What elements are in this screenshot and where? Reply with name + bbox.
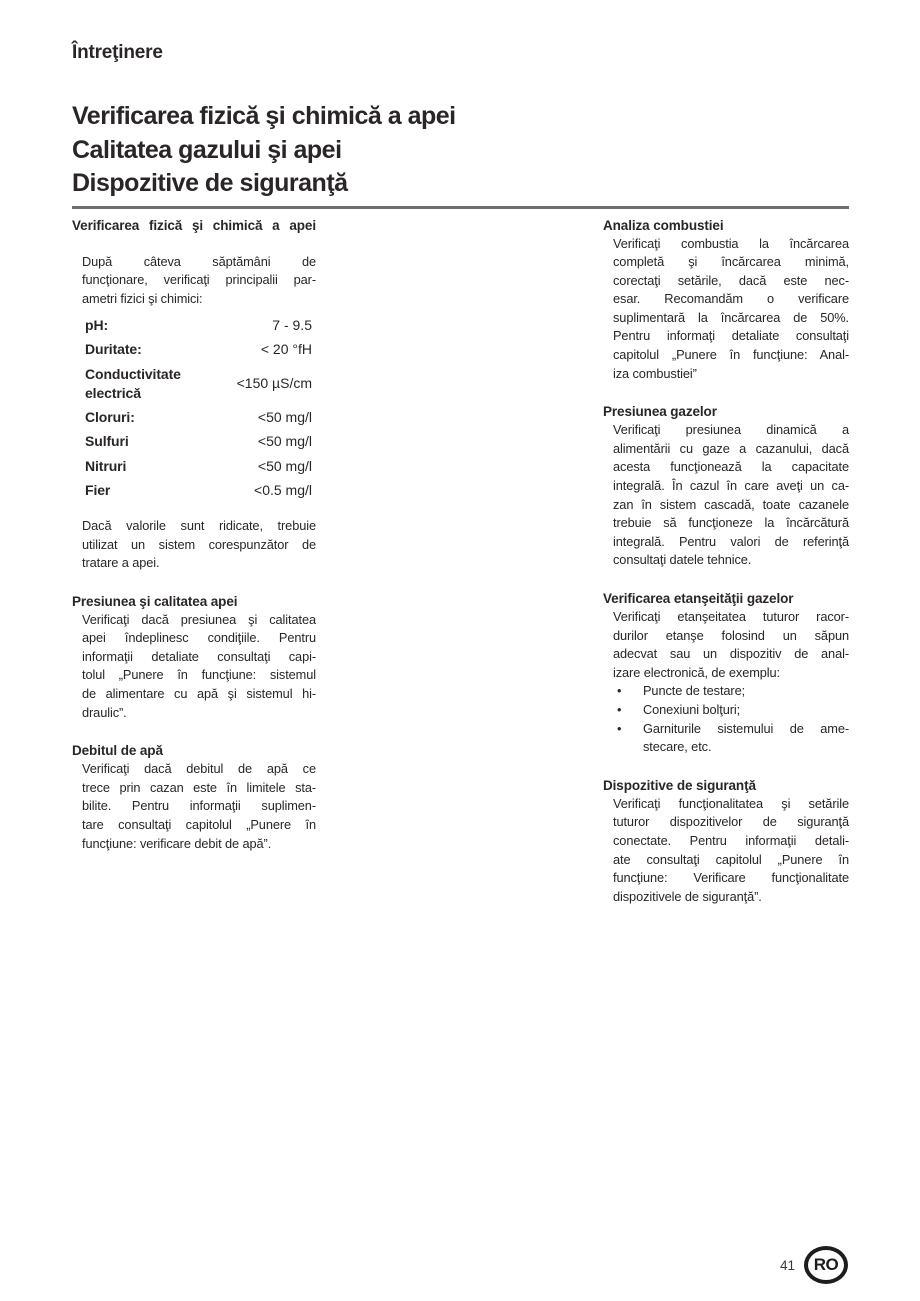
list-item [613, 682, 849, 701]
page-title-line-2: Calitatea gazului şi apei [72, 135, 342, 164]
parameter-label: Sulfuri [85, 433, 129, 450]
parameter-value: <50 mg/l [257, 457, 312, 474]
left-column-body [72, 253, 316, 309]
parameter-label: Nitruri [85, 457, 127, 474]
list-item-text: Garniturile sistemului de ame- stecare, etc. [643, 720, 849, 755]
list-item [613, 701, 849, 720]
section-gas-tightness [603, 589, 849, 757]
page-footer [780, 1246, 848, 1284]
section-safety-devices [603, 776, 849, 907]
bullet-list [613, 682, 849, 756]
list-item [613, 720, 849, 757]
list-item-text: Conexiuni bolţuri; [643, 701, 741, 717]
section-gas-pressure [603, 402, 849, 570]
parameter-label: Conductivitate electrică [85, 365, 181, 401]
section-paragraph: Verificaţi dacă presiunea şi calitatea apei îndeplinesc condiţiile. Pentru informaţii detaliate consultaţi capi- tolul „Punere în funcţiune: sistemul de alimentare cu apă şi sistemul hi- draulic”. [82, 611, 316, 720]
section-paragraph: Verificaţi dacă debitul de apă ce trece prin cazan este în limitele sta- bilite. Pentru informaţii suplimen- tare consultaţi capitolul „Punere în funcţiune: verificare debit de apă”. [82, 761, 316, 851]
left-column [72, 209, 316, 854]
page-title-line-1: Verificarea fizică şi chimică a apei [72, 102, 456, 130]
table-row [72, 454, 316, 478]
section-heading: Presiunea şi calitatea apei [72, 593, 238, 609]
page-number: 41 [779, 1257, 795, 1273]
table-row [72, 338, 316, 362]
parameter-label: pH: [85, 316, 109, 333]
parameter-value: <0.5 mg/l [254, 482, 312, 499]
section-kicker: Întreţinere [72, 42, 163, 63]
section-combustion-analysis [603, 216, 849, 384]
list-item-text: Puncte de testare; [643, 683, 746, 699]
bullet-icon: • [617, 701, 622, 717]
section-paragraph: Verificaţi etanşeitatea tuturor racor- durilor etanşe folosind un săpun adecvat sau un dispozitiv de anal- izare electronică, de exemplu: [613, 609, 849, 680]
parameter-value: < 20 °fH [260, 341, 312, 358]
section-paragraph: Verificaţi combustia la încărcarea completă şi încărcarea minimă, corectaţi setările, dacă este nec- esar. Recomandăm o verificare suplimentară la încărcarea de 50%. Pentru informaţi detaliate consultaţi capitolul „Punere în funcţiune: Anal- iza combustiei” [613, 235, 849, 381]
table-row [72, 313, 316, 337]
page-title-line-3: Dispozitive de siguranţă [72, 169, 348, 197]
page-content [72, 40, 849, 906]
section-heading: Dispozitive de siguranţă [603, 777, 756, 793]
section-paragraph: Verificaţi presiunea dinamică a alimentării cu gaze a cazanului, dacă acesta funcţionează la capacitate integrală. În cazul în care aveţi un ca- zan în sistem cascadă, toate cazanele trebuie să funcţioneze la încărcătură integrală. Pentru valori de referinţă consultaţi datele tehnice. [613, 422, 849, 568]
parameter-value: <50 mg/l [257, 433, 312, 450]
intro-paragraph: După câteva săptămâni de funcţionare, verificaţi principalii par- ametri fizici şi chimici: [82, 253, 316, 306]
column-heading-water-check: Verificarea fizică şi chimică a apei [72, 217, 316, 233]
page-title [72, 100, 849, 201]
table-row [72, 362, 316, 405]
parameter-value: <150 µS/cm [236, 375, 312, 392]
two-column-layout [72, 209, 849, 907]
section-heading: Debitul de apă [72, 743, 163, 759]
bullet-icon: • [617, 720, 622, 736]
bullet-icon: • [617, 683, 622, 699]
ro-language-badge: RO [804, 1246, 848, 1284]
parameter-label: Duritate: [85, 341, 142, 358]
water-parameters-table [72, 313, 316, 503]
section-heading: Analiza combustiei [603, 217, 724, 233]
section-water-flow [72, 741, 316, 853]
parameter-label: Cloruri: [85, 409, 135, 426]
parameter-value: 7 - 9.5 [272, 316, 312, 333]
table-row [72, 405, 316, 429]
parameter-value: <50 mg/l [257, 409, 312, 426]
section-water-pressure-quality [72, 592, 316, 723]
left-column-note-wrap [72, 517, 316, 573]
right-column [603, 209, 849, 907]
table-row [72, 430, 316, 454]
section-heading: Presiunea gazelor [603, 404, 717, 420]
table-row [72, 479, 316, 503]
parameter-label: Fier [85, 482, 111, 499]
note-paragraph: Dacă valorile sunt ridicate, trebuie utilizat un sistem corespunzător de tratare a apei. [82, 517, 316, 571]
section-paragraph: Verificaţi funcţionalitatea şi setările tuturor dispozitivelor de siguranţă conectate. Pentru informaţii detali- ate consultaţi capitolul „Punere în funcţiune: Verificare funcţionalitate dispozitivele de siguranţă”. [613, 795, 849, 904]
section-heading: Verificarea etanşeităţii gazelor [603, 591, 794, 606]
